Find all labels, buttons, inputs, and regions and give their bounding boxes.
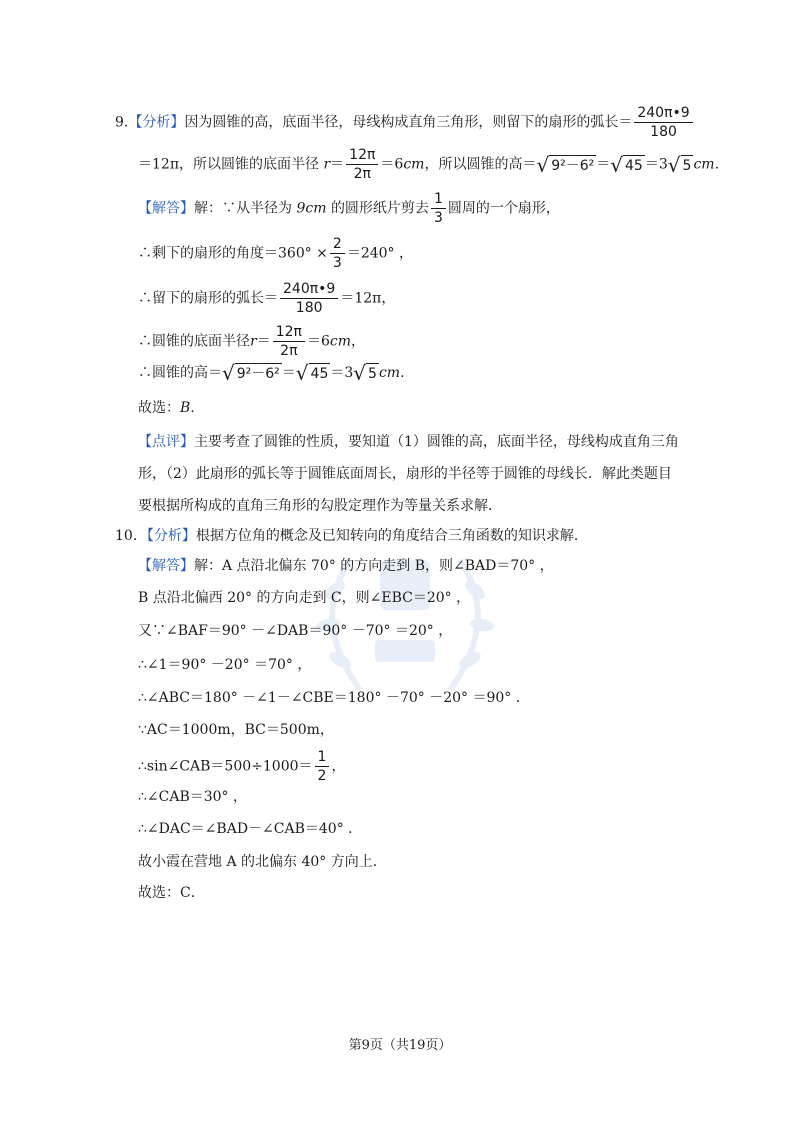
text: ，: [351, 333, 365, 350]
q10-answer-line-3: [138, 621, 452, 641]
text: 的圆形纸片剪去: [330, 200, 429, 217]
q10-answer-line-5: [138, 688, 530, 708]
unit: cm: [329, 333, 351, 350]
text: ∴∠1＝90° －20° ＝70° ，: [138, 657, 312, 673]
unit: cm: [693, 156, 715, 173]
q9-answer-line-1: [138, 190, 560, 227]
fraction: [346, 146, 378, 183]
frac-num: 12π: [273, 323, 305, 342]
text: 解：∵从半径为: [194, 200, 292, 217]
unit: cm: [378, 365, 401, 381]
radical: √ 45: [610, 152, 643, 177]
radical: √ 5: [353, 361, 377, 385]
text: ∵AC＝1000m，BC＝500m，: [138, 722, 334, 738]
text: ＝240° ，: [346, 245, 413, 262]
frac-den: 2π: [280, 343, 298, 359]
radical: √ 5: [667, 152, 692, 177]
q10-answer-line-10: [138, 852, 387, 872]
q10-answer-line-9: [138, 819, 362, 839]
radicand: 5: [681, 155, 694, 175]
radicand: 9²－6²: [235, 363, 282, 383]
q9-analysis-line-2: [138, 146, 719, 183]
text: ，所以圆锥的高＝: [424, 156, 537, 173]
text: ∴圆锥的高＝: [138, 365, 222, 381]
frac-num: 1: [431, 190, 446, 209]
radicand: 45: [309, 363, 331, 383]
q9-answer-line-angle: [138, 235, 413, 272]
radicand: 5: [366, 363, 379, 383]
question-number: 10．: [115, 528, 147, 544]
text: 形，（2）此扇形的弧长等于圆锥底面周长，扇形的半径等于圆锥的母线长．解此类题目: [138, 466, 672, 482]
radical: √ 45: [295, 361, 329, 385]
answer-tag: 【解答】: [138, 558, 194, 574]
frac-den: 180: [295, 300, 323, 316]
frac-num: 12π: [346, 146, 378, 165]
text: ∴∠ABC＝180° －∠1－∠CBE＝180° －70° －20° ＝90° ．: [138, 690, 530, 706]
text: B 点沿北偏西 20° 的方向走到 C，则∠EBC＝20° ，: [138, 590, 471, 606]
answer-tag: 【解答】: [138, 200, 194, 217]
q10-answer-line-1: [138, 556, 554, 576]
fraction: [280, 280, 338, 317]
fraction: [634, 104, 692, 141]
text: 故选：: [138, 400, 180, 416]
text: ＝12π，所以圆锥的底面半径: [138, 156, 320, 173]
q10-analysis: [115, 526, 588, 546]
text: ，: [331, 758, 346, 775]
text: 根据方位角的概念及已知转向的角度结合三角函数的知识求解．: [195, 528, 588, 544]
q9-comment-line-1: [138, 432, 679, 452]
text: ∴圆锥的底面半径: [138, 333, 250, 350]
fraction: [330, 235, 345, 272]
text: 故小霞在营地 A 的北偏东 40° 方向上．: [138, 854, 387, 870]
fraction: [315, 748, 330, 785]
frac-num: 1: [315, 748, 330, 767]
q9-comment-line-2: [138, 464, 672, 484]
text: 故选：C．: [138, 885, 205, 901]
q9-answer-line-arc: [138, 280, 395, 317]
text: ∴留下的扇形的弧长＝: [138, 290, 278, 307]
text: 9cm: [296, 200, 327, 217]
var: r: [250, 333, 257, 350]
text: ＝6: [306, 333, 330, 350]
text: .: [714, 156, 720, 173]
text: ＝: [256, 333, 271, 350]
text: ＝: [330, 156, 345, 173]
text: 要根据所构成的直角三角形的勾股定理作为等量关系求解．: [138, 498, 502, 514]
text: ＝12π，: [340, 290, 396, 307]
q9-answer-line-height: [138, 363, 405, 383]
unit: cm: [403, 156, 425, 173]
comment-tag: 【点评】: [138, 434, 194, 450]
radicand: 45: [623, 155, 645, 175]
frac-num: 2: [330, 235, 345, 254]
frac-num: 240π•9: [634, 104, 692, 123]
text: 解：A 点沿北偏东 70° 的方向走到 B，则∠BAD＝70° ，: [194, 558, 554, 574]
text: ∴∠CAB＝30° ，: [138, 789, 248, 805]
fraction: [273, 323, 305, 360]
text: 因为圆锥的高，底面半径，母线构成直角三角形，则留下的扇形的弧长＝: [184, 114, 633, 131]
radical: √ 9²－6²: [536, 152, 595, 177]
radical: √ 9²－6²: [222, 361, 280, 385]
frac-den: 2π: [353, 166, 371, 182]
frac-den: 180: [650, 124, 677, 140]
q10-answer-line-8: [138, 787, 247, 807]
text: ＝6: [380, 156, 404, 173]
q10-answer-line-4: [138, 655, 311, 675]
q10-answer-line-6: [138, 720, 334, 740]
text: ∴∠DAC＝∠BAD－∠CAB＝40° ．: [138, 821, 363, 837]
text: ＝3: [330, 365, 354, 381]
text: .: [190, 400, 195, 416]
frac-num: 240π•9: [280, 280, 338, 299]
text: 主要考查了圆锥的性质，要知道（1）圆锥的高，底面半径，母线构成直角三角: [194, 434, 679, 450]
q10-answer-line-7: [138, 748, 345, 785]
question-number: 9.: [115, 114, 129, 131]
analysis-tag: 【分析】: [128, 114, 185, 131]
frac-den: 3: [332, 255, 342, 271]
fraction: [431, 190, 446, 227]
page-footer: 第9页（共19页）: [348, 1038, 452, 1053]
q9-answer-line-radius: [138, 323, 365, 360]
q9-choice: [138, 398, 195, 418]
text: ∴sin∠CAB＝500÷1000＝: [138, 758, 313, 775]
text: ＝: [281, 365, 296, 381]
text: ＝3: [644, 156, 668, 173]
frac-den: 2: [317, 768, 327, 784]
text: 又∵∠BAF＝90° －∠DAB＝90° －70° ＝20° ，: [138, 623, 453, 639]
choice-letter: B: [180, 400, 191, 416]
var: r: [323, 156, 331, 173]
q9-comment-line-3: [138, 496, 502, 516]
analysis-tag: 【分析】: [146, 528, 196, 544]
frac-den: 3: [433, 210, 443, 226]
text: .: [400, 365, 405, 381]
text: ∴剩下的扇形的角度＝360° ×: [138, 245, 328, 262]
q10-answer-line-2: [138, 588, 470, 608]
text: 圆周的一个扇形，: [447, 200, 560, 217]
text: ＝: [596, 156, 611, 173]
radicand: 9²－6²: [549, 155, 596, 175]
q9-analysis-line-1: [115, 104, 695, 141]
q10-choice: [138, 883, 205, 903]
